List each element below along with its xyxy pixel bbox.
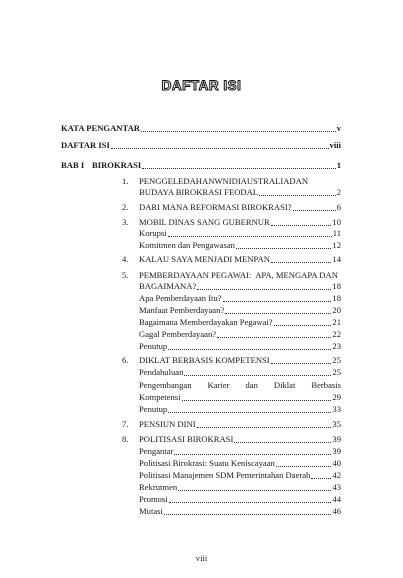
dot-leader <box>271 262 331 263</box>
toc-entry-page: 39 <box>332 446 341 456</box>
toc-entry-sub <box>139 240 341 251</box>
dot-leader <box>197 427 332 428</box>
word: Diklat <box>273 380 296 390</box>
toc-entry-page: 23 <box>332 341 341 351</box>
toc-entry-page: 22 <box>332 329 341 339</box>
toc-entry-page: 18 <box>332 293 341 303</box>
dot-leader <box>271 363 332 364</box>
word: Karier <box>207 380 230 390</box>
toc-entry-section-2 <box>139 202 341 213</box>
chapter-number: BAB I <box>61 160 85 170</box>
dot-leader <box>236 248 331 249</box>
word: DI <box>231 176 241 186</box>
toc-entry-daftar-isi <box>61 140 341 151</box>
section-number: 4. <box>122 254 129 264</box>
toc-entry-page: 35 <box>332 419 341 429</box>
toc-entry-sub <box>139 506 341 517</box>
word: DAN <box>289 176 309 186</box>
toc-entry-label: Mutasi <box>139 506 163 516</box>
toc-entry-sub <box>139 305 341 316</box>
dot-leader <box>141 131 336 132</box>
toc-entry-page: viii <box>329 140 341 150</box>
dot-leader <box>111 148 329 149</box>
toc-entry-label: DAFTAR ISI <box>61 140 110 150</box>
toc-entry-page: 39 <box>332 434 341 444</box>
section-number: 1. <box>122 176 129 186</box>
toc-entry-page: 2 <box>336 187 341 197</box>
toc-entry-page: 20 <box>332 305 341 315</box>
toc-entry-section-4 <box>139 254 341 265</box>
toc-entry-label: Pendahuluan <box>139 367 184 377</box>
section-number: 2. <box>122 202 129 212</box>
toc-entry-sub <box>139 228 341 239</box>
dot-leader <box>168 349 331 350</box>
toc-entry-kata-pengantar <box>61 123 341 134</box>
toc-entry-label: Apa Pemberdayaan Itu? <box>139 293 222 303</box>
toc-entry-page: 1 <box>336 160 341 170</box>
toc-entry-section-8 <box>139 434 341 445</box>
dot-leader <box>225 313 331 314</box>
toc-entry-label: Penutup <box>139 404 168 414</box>
page-title: DAFTAR ISI <box>161 78 242 93</box>
toc-entry-label: Gagal Pemberdayaan? <box>139 329 217 339</box>
toc-entry-page: v <box>336 123 341 133</box>
toc-entry-section-1 <box>139 187 341 198</box>
toc-entry-page: 10 <box>332 217 341 227</box>
toc-entry-label: BUDAYA BIROKRASI FEODAL <box>139 187 259 197</box>
toc-entry-sub <box>139 404 341 415</box>
dot-leader <box>182 400 332 401</box>
page-number: viii <box>195 553 208 563</box>
toc-entry-page: 33 <box>332 404 341 414</box>
toc-entry-sub <box>139 367 341 378</box>
word: PENGGELEDAHAN <box>139 176 215 186</box>
sub-title-line <box>139 380 341 391</box>
section-title-line: PEMBERDAYAAN PEGAWAI: APA, MENGAPA DAN <box>139 270 338 280</box>
toc-entry-page: 29 <box>332 392 341 402</box>
dot-leader <box>259 195 336 196</box>
toc-entry-section-3 <box>139 217 341 228</box>
word: dan <box>245 380 258 390</box>
word: Pengembangan <box>139 380 192 390</box>
toc-entry-label: POLITISASI BIROKRASI <box>139 434 234 444</box>
toc-entry-sub <box>139 482 341 493</box>
toc-entry-label: Politisasi Birokrasi: Suatu Keniscayaan <box>139 458 275 468</box>
dot-leader <box>223 301 332 302</box>
dot-leader <box>234 442 331 443</box>
dot-leader <box>274 325 332 326</box>
word: WNI <box>214 176 232 186</box>
toc-entry-label: KATA PENGANTAR <box>61 123 141 133</box>
toc-entry-chapter <box>92 160 341 171</box>
dot-leader <box>271 225 332 226</box>
toc-entry-page: 18 <box>332 281 341 291</box>
toc-entry-sub <box>139 470 341 481</box>
toc-entry-label: Korupsi <box>139 228 167 238</box>
dot-leader <box>178 490 331 491</box>
toc-entry-section-7 <box>139 419 341 430</box>
toc-entry-label: Rekrutmen <box>139 482 178 492</box>
toc-entry-page: 44 <box>332 494 341 504</box>
toc-entry-label: Komitmen dan Pengawasan <box>139 240 235 250</box>
toc-entry-page: 14 <box>332 254 341 264</box>
toc-entry-sub <box>139 317 341 328</box>
toc-entry-label: Manfaat Pemberdayaan? <box>139 305 225 315</box>
toc-entry-sub <box>139 458 341 469</box>
toc-entry-page: 6 <box>336 202 341 212</box>
dot-leader <box>169 502 332 503</box>
dot-leader <box>168 412 331 413</box>
section-number: 5. <box>122 270 129 280</box>
toc-entry-page: 11 <box>332 228 341 238</box>
word: AUSTRALIA <box>240 176 290 186</box>
toc-entry-label: Politisasi Manajemen SDM Pemerintahan Daerah <box>139 470 311 480</box>
toc-entry-page: 40 <box>332 458 341 468</box>
toc-entry-sub <box>139 392 341 403</box>
toc-entry-section-5 <box>139 281 341 292</box>
toc-entry-sub <box>139 329 341 340</box>
toc-entry-page: 12 <box>332 240 341 250</box>
toc-entry-label: DARI MANA REFORMASI BIROKRASI? <box>139 202 292 212</box>
toc-entry-page: 25 <box>332 355 341 365</box>
toc-entry-sub <box>139 293 341 304</box>
dot-leader <box>168 236 332 237</box>
section-title-line <box>139 176 309 187</box>
toc-entry-label: BIROKRASI <box>92 160 142 170</box>
toc-entry-label: Penutup <box>139 341 168 351</box>
dot-leader <box>184 375 331 376</box>
toc-entry-label: BAGAIMANA? <box>139 281 197 291</box>
section-number: 7. <box>122 419 129 429</box>
toc-entry-page: 25 <box>332 367 341 377</box>
toc-entry-label: PENSIUN DINI <box>139 419 196 429</box>
toc-entry-label: Promosi <box>139 494 168 504</box>
toc-entry-sub <box>139 446 341 457</box>
toc-entry-section-6 <box>139 355 341 366</box>
toc-entry-sub <box>139 494 341 505</box>
toc-entry-label: Kompetensi <box>139 392 181 402</box>
dot-leader <box>293 210 336 211</box>
toc-entry-label: KALAU SAYA MENJADI MENPAN <box>139 254 270 264</box>
toc-entry-page: 43 <box>332 482 341 492</box>
toc-entry-page: 21 <box>332 317 341 327</box>
section-number: 6. <box>122 355 129 365</box>
toc-entry-label: Pengantar <box>139 446 174 456</box>
dot-leader <box>174 454 331 455</box>
dot-leader <box>197 289 331 290</box>
toc-entry-sub <box>139 341 341 352</box>
toc-entry-label: DIKLAT BERBASIS KOMPETENSI <box>139 355 270 365</box>
toc-entry-page: 42 <box>332 470 341 480</box>
word: Berbasis <box>311 380 341 390</box>
section-number: 8. <box>122 434 129 444</box>
toc-entry-page: 46 <box>332 506 341 516</box>
dot-leader <box>311 478 331 479</box>
toc-entry-label: MOBIL DINAS SANG GUBERNUR <box>139 217 270 227</box>
dot-leader <box>217 337 331 338</box>
dot-leader <box>276 466 332 467</box>
section-number: 3. <box>122 217 129 227</box>
dot-leader <box>142 168 336 169</box>
dot-leader <box>164 514 332 515</box>
toc-entry-label: Bagaimana Memberdayakan Pegawai? <box>139 317 273 327</box>
